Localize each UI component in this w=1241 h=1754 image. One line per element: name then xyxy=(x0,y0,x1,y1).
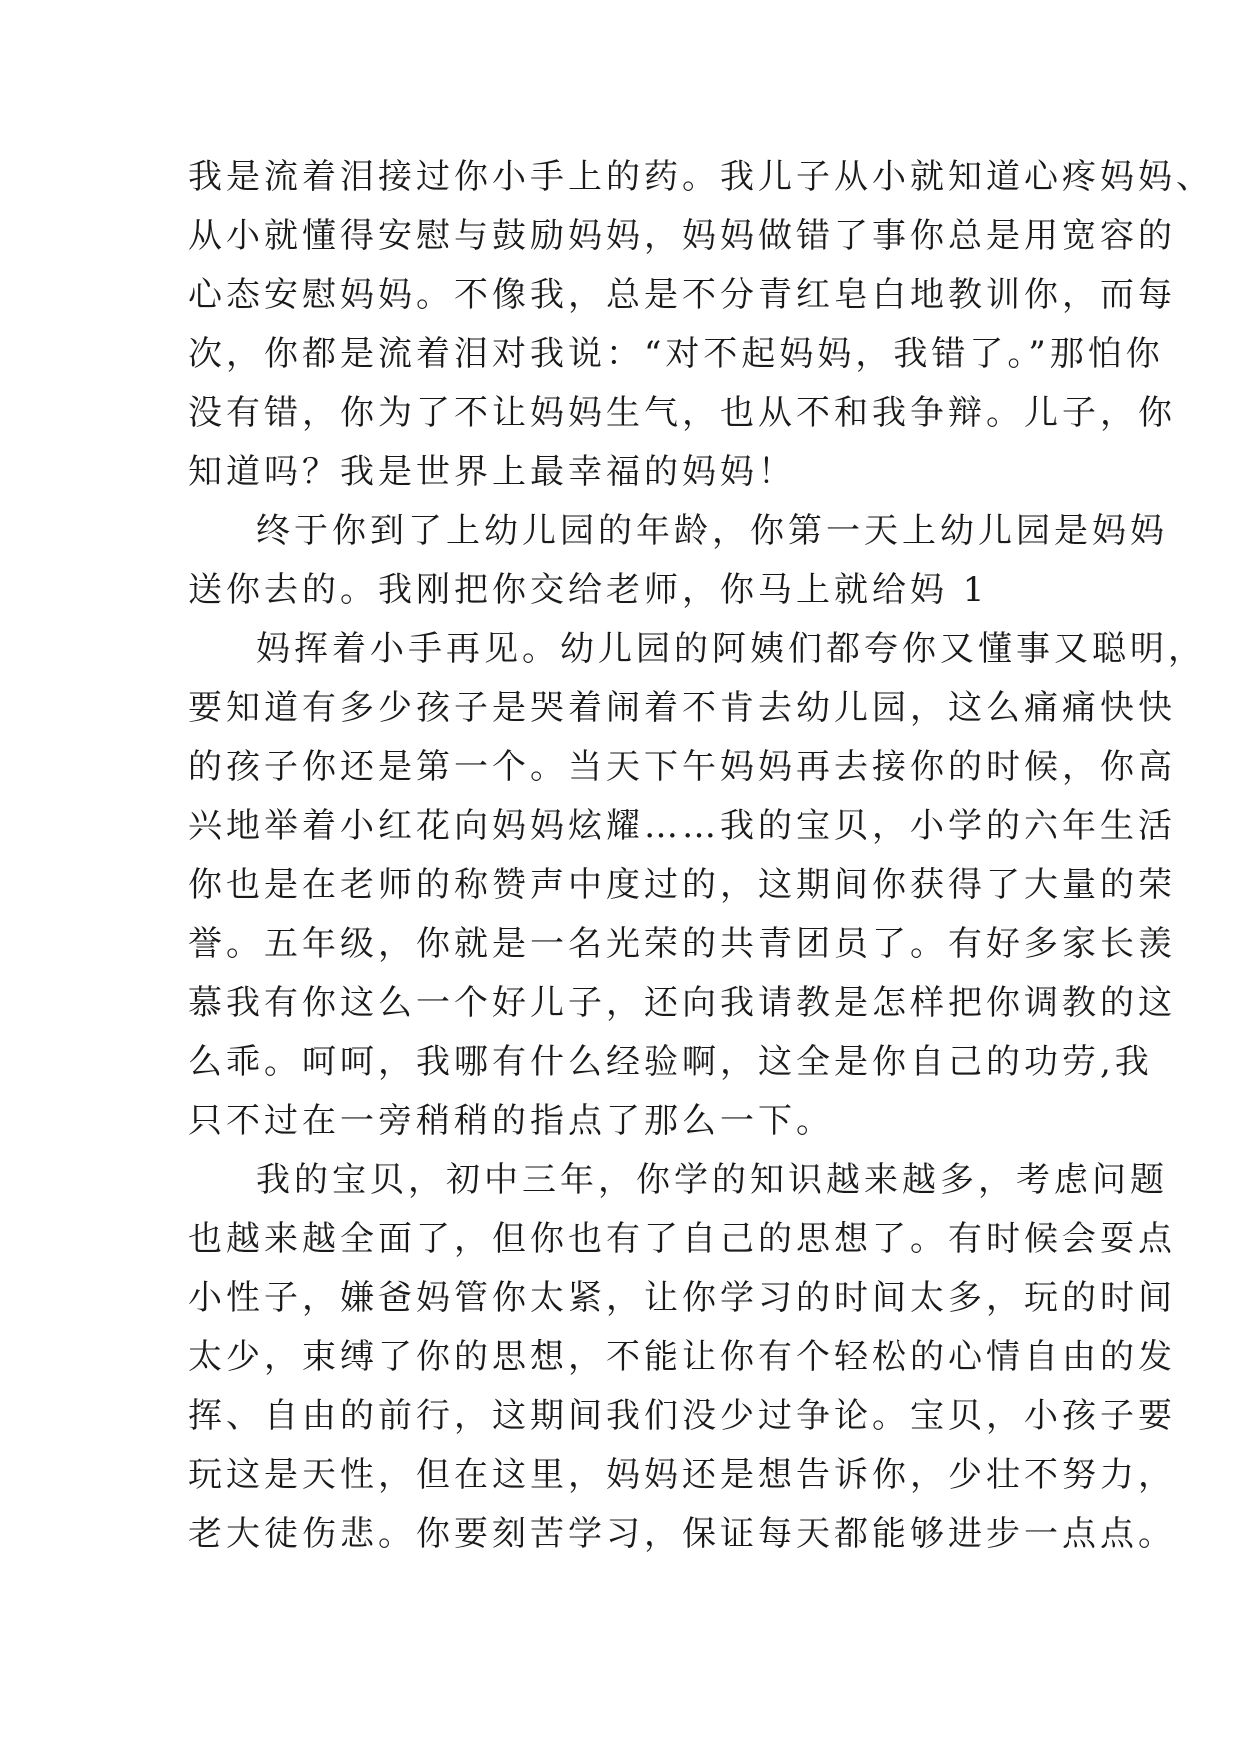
text-line: 我是流着泪接过你小手上的药。我儿子从小就知道心疼妈妈、 xyxy=(188,157,1214,197)
text-line: 太少，束缚了你的思想，不能让你有个轻松的心情自由的发 xyxy=(188,1337,1176,1377)
text-line: 挥、自由的前行，这期间我们没少过争论。宝贝，小孩子要 xyxy=(188,1396,1176,1436)
text-line: 从小就懂得安慰与鼓励妈妈，妈妈做错了事你总是用宽容的 xyxy=(188,216,1176,256)
text-line: 誉。五年级，你就是一名光荣的共青团员了。有好多家长羡 xyxy=(188,924,1176,964)
text-line: 老大徒伤悲。你要刻苦学习，保证每天都能够进步一点点。 xyxy=(188,1514,1176,1554)
text-line: 兴地举着小红花向妈妈炫耀……我的宝贝，小学的六年生活 xyxy=(188,806,1176,846)
paragraph-start-line: 我的宝贝，初中三年，你学的知识越来越多，考虑问题 xyxy=(256,1160,1168,1200)
body-text xyxy=(188,148,1214,1564)
text-line: 只不过在一旁稍稍的指点了那么一下。 xyxy=(188,1101,834,1141)
text-line: 心态安慰妈妈。不像我，总是不分青红皂白地教训你，而每 xyxy=(188,275,1176,315)
text-line: 次，你都是流着泪对我说：“对不起妈妈，我错了。”那怕你 xyxy=(188,334,1164,374)
text-line: 要知道有多少孩子是哭着闹着不肯去幼儿园，这么痛痛快快 xyxy=(188,688,1176,728)
text-line: 么乖。呵呵，我哪有什么经验啊，这全是你自己的功劳,我 xyxy=(188,1042,1153,1082)
paragraph-start-line: 终于你到了上幼儿园的年龄，你第一天上幼儿园是妈妈 xyxy=(256,511,1168,551)
text-line: 小性子，嫌爸妈管你太紧，让你学习的时间太多，玩的时间 xyxy=(188,1278,1176,1318)
text-line: 你也是在老师的称赞声中度过的，这期间你获得了大量的荣 xyxy=(188,865,1176,905)
text-line: 知道吗？我是世界上最幸福的妈妈！ xyxy=(188,452,796,492)
paragraph-start-line: 妈挥着小手再见。幼儿园的阿姨们都夸你又懂事又聪明， xyxy=(256,629,1206,669)
text-line: 也越来越全面了，但你也有了自己的思想了。有时候会耍点 xyxy=(188,1219,1176,1259)
text-line: 的孩子你还是第一个。当天下午妈妈再去接你的时候，你高 xyxy=(188,747,1176,787)
text-line: 没有错，你为了不让妈妈生气，也从不和我争辩。儿子，你 xyxy=(188,393,1176,433)
text-line: 送你去的。我刚把你交给老师，你马上就给妈 1 xyxy=(188,570,989,610)
text-line: 慕我有你这么一个好儿子，还向我请教是怎样把你调教的这 xyxy=(188,983,1176,1023)
text-line: 玩这是天性，但在这里，妈妈还是想告诉你，少壮不努力， xyxy=(188,1455,1176,1495)
